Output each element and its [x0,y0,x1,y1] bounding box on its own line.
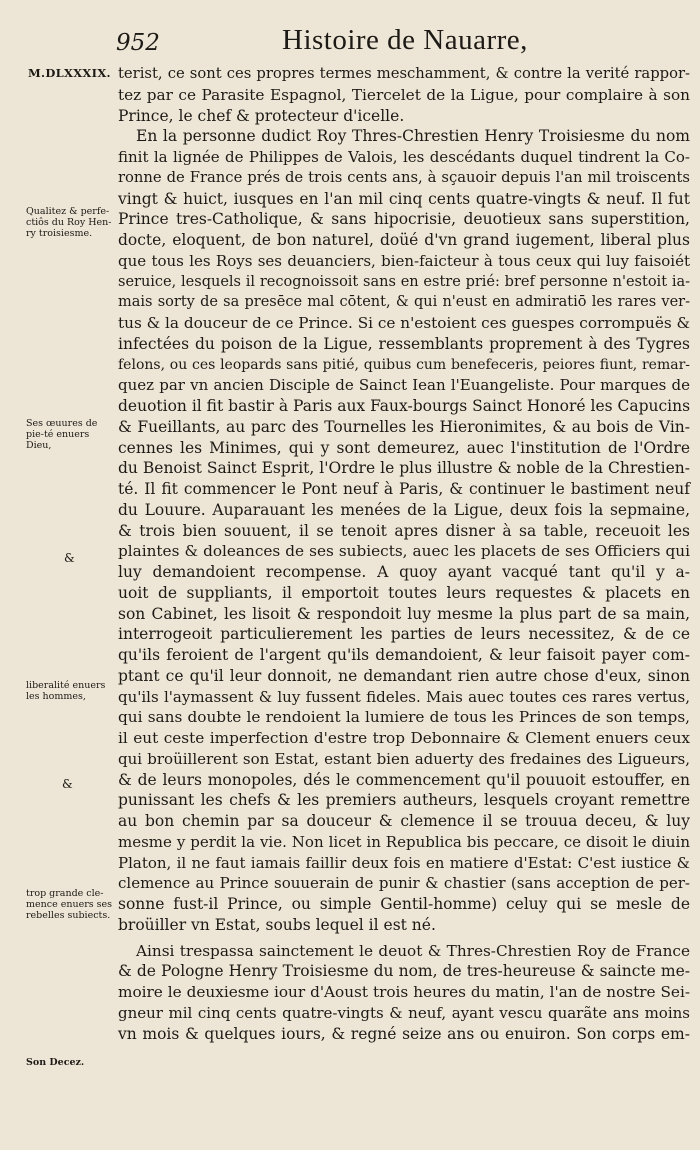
text-line: gneur mil cinq cents quatre-vingts & neuf, ayant vescu quarãte ans moins [118,1003,690,1022]
text-line: seruice, lesquels il recognoissoit sans en estre prié: bref personne n'estoit ia- [118,273,690,290]
text-line: uoit de suppliants, il emportoit toutes leurs requestes & placets en [118,583,690,602]
text-line: infectées du poison de la Ligue, ressemblants proprement à des Tygres [118,334,690,353]
text-line: docte, eloquent, de bon naturel, doüé d'vn grand iugement, liberal plus [118,231,690,249]
text-line: Platon, il ne faut iamais faillir deux fois en matiere d'Estat: C'est iustice & [118,853,690,872]
margin-note: Son Decez. [26,1057,85,1068]
text-line: deuotion il fit bastir à Paris aux Faux-bourgs Sainct Honoré les Capucins [118,397,691,415]
text-line: moire le deuxiesme iour d'Aoust trois heures du matin, l'an de nostre Sei- [118,983,690,1001]
text-line: felons, ou ces leopards sans pitié, quibus cum benefeceris, peiores fiunt, remar- [118,356,690,373]
text-line: punissant les chefs & les premiers autheurs, lesquels croyant remettre [118,791,690,810]
text-line: plaintes & doleances de ses subiects, auec les placets de ses Officiers qui [118,542,690,561]
text-line: que tous les Roys ses deuanciers, bien-faicteur à tous ceux qui luy faisoiét [118,251,690,270]
text-line: & trois bien souuent, il se tenoit apres disner à sa table, receuoit les [118,521,690,540]
text-line: mais sorty de sa presēce mal cōtent, & qui n'eust en admiratiō les rares ver- [118,294,690,311]
text-line: du Louure. Auparauant les menées de la Ligue, deux fois la sepmaine, [118,500,690,519]
text-line: mesme y perdit la vie. Non licet in Republica bis peccare, ce disoit le diuin [118,832,690,851]
margin-note: trop grande cle-mence enuers ses rebelles subiects. [26,888,113,921]
text-line: terist, ce sont ces propres termes meschamment, & contre la verité rappor- [118,65,690,82]
text-line: qui sans doubte le rendoient la lumiere de tous les Princes de son temps, [118,708,690,727]
text-line: finit la lignée de Philippes de Valois, les descédants duquel tindrent la Co- [118,148,690,166]
text-line: luy demandoient recompense. A quoy ayant vacqué tant qu'il y a- [118,563,690,581]
page-header [0,22,700,62]
text-line: Prince, le chef & protecteur d'icelle. [118,106,405,125]
margin-note: & [64,551,75,565]
text-line: Prince tres-Catholique, & sans hipocrisie, deuotieux sans superstition, [118,210,690,229]
text-line: ronne de France prés de trois cents ans, à sçauoir depuis l'an mil troiscents [118,168,690,186]
margin-note: liberalité enuers les hommes, [26,680,106,702]
running-title: Histoire de Nauarre, [282,24,528,56]
text-line: té. Il fit commencer le Pont neuf à Paris, & continuer le bastiment neuf [118,480,690,498]
text-line: & de Pologne Henry Troisiesme du nom, de tres-heureuse & saincte me- [118,962,690,981]
text-line: vn mois & quelques iours, & regné seize ans ou enuiron. Son corps em- [118,1024,690,1043]
text-line: interrogeoit particulierement les parties de leurs necessitez, & de ce [118,625,690,644]
text-line: au bon chemin par sa douceur & clemence il se trouua deceu, & luy [118,812,690,830]
text-line: tez par ce Parasite Espagnol, Tiercelet de la Ligue, pour complaire à son [118,85,690,104]
text-line: cennes les Minimes, qui y sont demeurez, auec l'institution de l'Ordre [118,438,690,457]
text-line: sonne fust-il Prince, ou simple Gentil-homme) celuy qui se mesle de [118,895,690,913]
text-line: ptant ce qu'il leur donnoit, ne demandant rien autre chose d'eux, sinon [118,666,690,685]
text-line: qui broüillerent son Estat, estant bien aduerty des fredaines des Ligueurs, [118,749,690,768]
text-line: tus & la douceur de ce Prince. Si ce n'estoient ces guespes corrompuës & [118,314,691,332]
text-line: il eut ceste imperfection d'estre trop Debonnaire & Clement enuers ceux [118,729,690,747]
page-number: 952 [116,30,160,56]
text-line: vingt & huict, iusques en l'an mil cinq cents quatre-vingts & neuf. Il fut [118,189,690,208]
body-text [118,64,690,1044]
margin-note: Qualitez & perfe-ctiôs du Roy Hen-ry troisiesme. [26,206,112,239]
text-line: qu'ils feroient de l'argent qu'ils demandoient, & leur faisoit payer com- [118,646,690,664]
text-line: son Cabinet, les lisoit & respondoit luy mesme la plus part de sa main, [118,604,690,623]
margin-note: Ses œuures de pie-té enuers Dieu, [26,418,98,451]
text-line: & de leurs monopoles, dés le commencement qu'il pouuoit estouffer, en [118,770,690,789]
year-marginal: M.DLXXXIX. [28,66,111,80]
margin-note: & [62,777,73,791]
text-line: En la personne dudict Roy Thres-Chrestien Henry Troisiesme du nom [136,127,690,146]
text-line: Ainsi trespassa sainctement le deuot & Thres-Chrestien Roy de France [136,941,690,960]
text-line: quez par vn ancien Disciple de Sainct Iean l'Euangeliste. Pour marques de [118,376,690,395]
text-line: du Benoist Sainct Esprit, l'Ordre le plus illustre & noble de la Chrestien- [118,459,690,478]
text-line: qu'ils l'aymassent & luy fussent fideles. Mais auec toutes ces rares vertus, [118,687,690,706]
text-line: clemence au Prince souuerain de punir & chastier (sans acception de per- [118,874,690,893]
text-line: broüiller vn Estat, soubs lequel il est né. [118,915,436,934]
text-line: & Fueillants, au parc des Tournelles les Hieronimites, & au bois de Vin- [118,417,690,436]
